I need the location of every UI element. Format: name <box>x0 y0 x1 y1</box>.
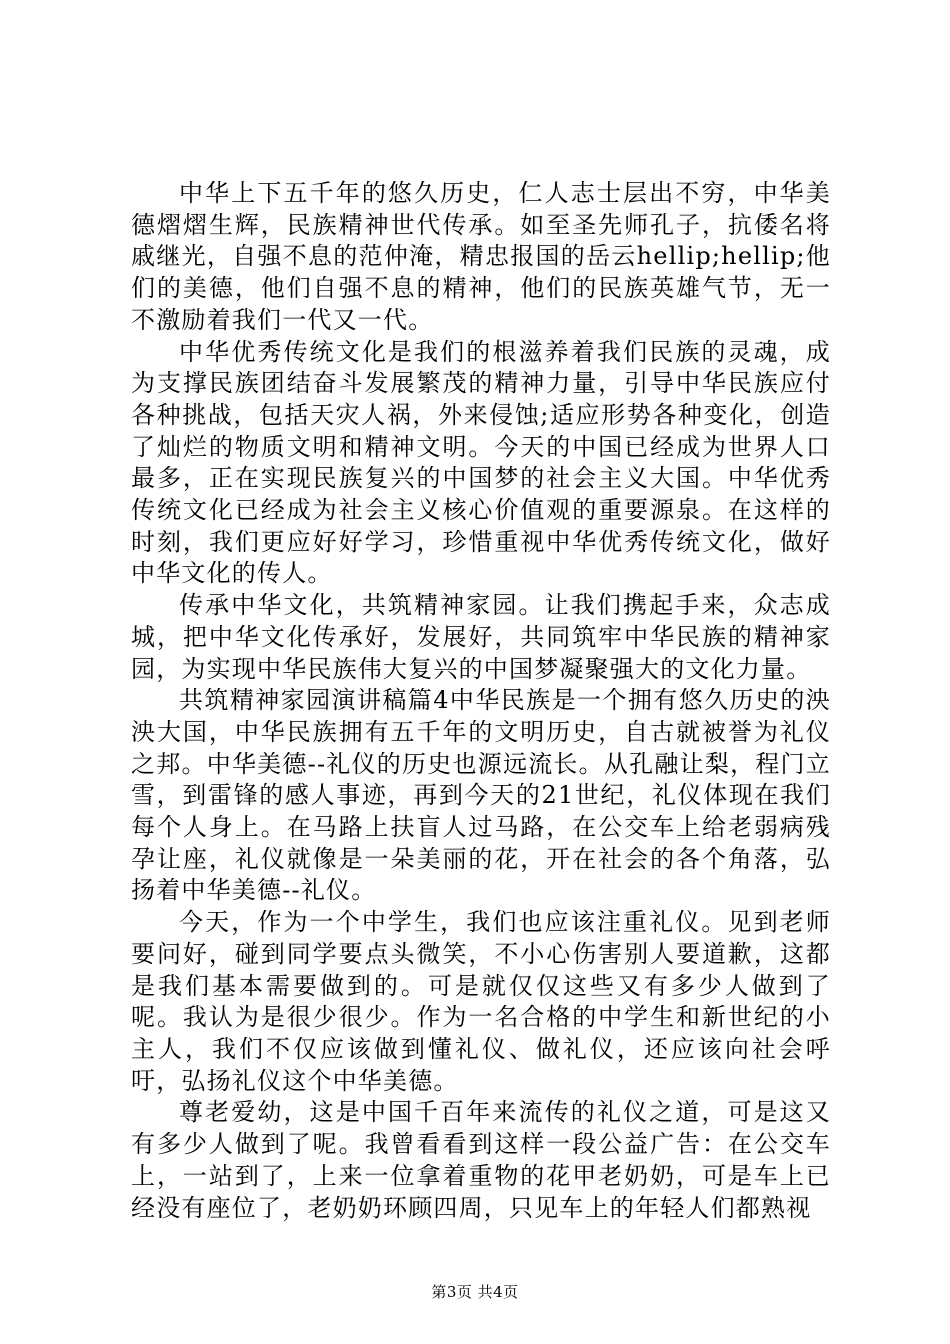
paragraph-4: 共筑精神家园演讲稿篇4中华民族是一个拥有悠久历史的泱泱大国，中华民族拥有五千年的文明历史，自古就被誉为礼仪之邦。中华美德--礼仪的历史也源远流长。从孔融让梨，程门立雪，到雷锋的感人事迹，再到今天的21世纪，礼仪体现在我们每个人身上。在马路上扶盲人过马路，在公交车上给老弱病残孕让座，礼仪就像是一朵美丽的花，开在社会的各个角落，弘扬着中华美德--礼仪。 <box>131 686 831 905</box>
body-text <box>131 178 831 1224</box>
paragraph-1: 中华上下五千年的悠久历史，仁人志士层出不穷，中华美德熠熠生辉，民族精神世代传承。如至圣先师孔子，抗倭名将戚继光，自强不息的范仲淹，精忠报国的岳云hellip;hellip;他们的美德，他们自强不息的精神，他们的民族英雄气节，无一不激励着我们一代又一代。 <box>131 179 831 334</box>
page-number-footer: 第3页 共4页 <box>431 1283 519 1301</box>
paragraph-5: 今天，作为一个中学生，我们也应该注重礼仪。见到老师要问好，碰到同学要点头微笑，不小心伤害别人要道歉，这都是我们基本需要做到的。可是就仅仅这些又有多少人做到了呢。我认为是很少很少。作为一名合格的中学生和新世纪的小主人，我们不仅应该做到懂礼仪、做礼仪，还应该向社会呼吁，弘扬礼仪这个中华美德。 <box>131 908 831 1095</box>
paragraph-2: 中华优秀传统文化是我们的根滋养着我们民族的灵魂，成为支撑民族团结奋斗发展繁茂的精神力量，引导中华民族应付各种挑战，包括天灾人祸，外来侵蚀;适应形势各种变化，创造了灿烂的物质文明和精神文明。今天的中国已经成为世界人口最多，正在实现民族复兴的中国梦的社会主义大国。中华优秀传统文化已经成为社会主义核心价值观的重要源泉。在这样的时刻，我们更应好好学习，珍惜重视中华优秀传统文化，做好中华文化的传人。 <box>131 337 831 588</box>
paragraph-6: 尊老爱幼，这是中国千百年来流传的礼仪之道，可是这又有多少人做到了呢。我曾看看到这样一段公益广告：在公交车上，一站到了，上来一位拿着重物的花甲老奶奶，可是车上已经没有座位了，老奶奶环顾四周，只见车上的年轻人们都熟视 <box>131 1098 831 1222</box>
paragraph-3: 传承中华文化，共筑精神家园。让我们携起手来，众志成城，把中华文化传承好，发展好，共同筑牢中华民族的精神家园，为实现中华民族伟大复兴的中国梦凝聚强大的文化力量。 <box>131 591 831 683</box>
